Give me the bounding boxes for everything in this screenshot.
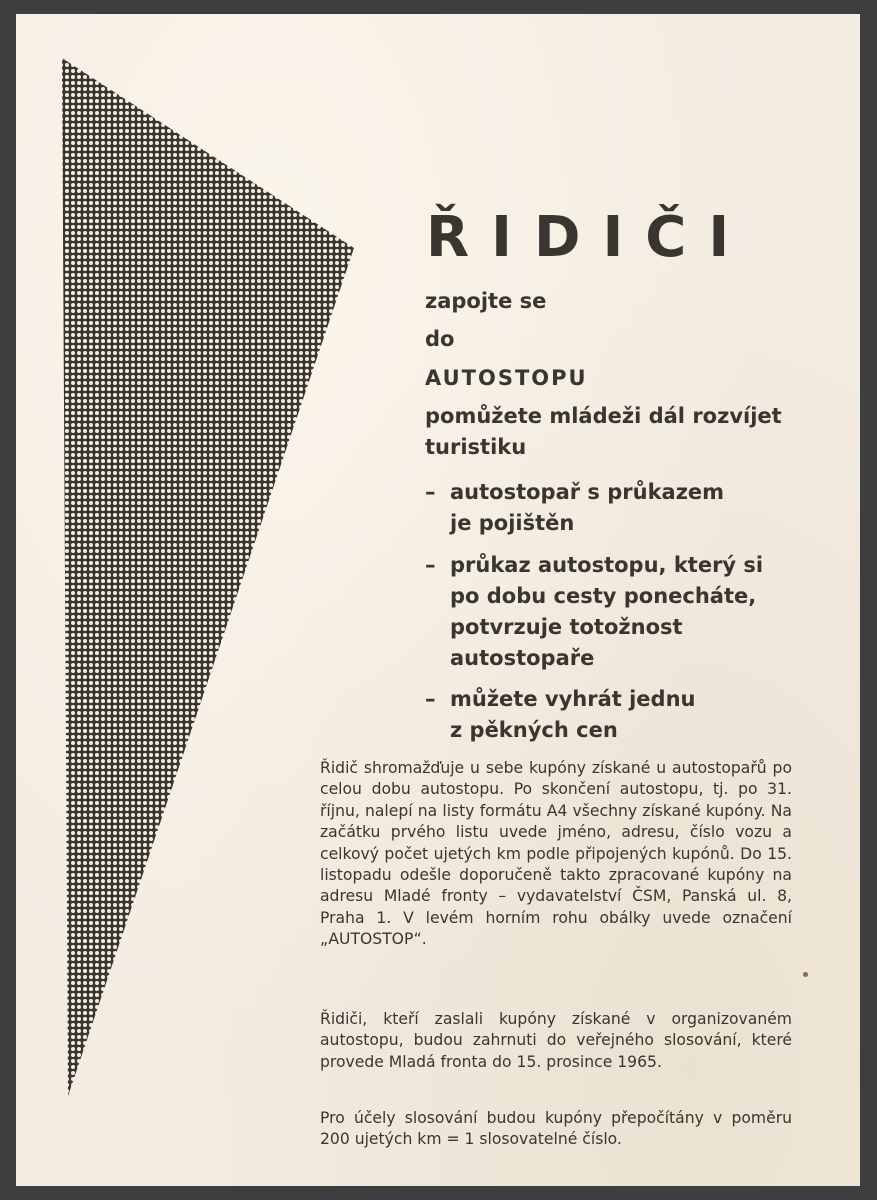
lead-line-2: do (425, 327, 455, 351)
paragraph-lottery: Řidiči, kteří zaslali kupóny získané v organizovaném autostopu, budou zahrnuti do veřejného slosování, které provede Mladá fronta do 15. prosince 1965. (320, 1010, 792, 1071)
paragraph-instructions: Řidič shromažďuje u sebe kupóny získané u autostopařů po celou dobu autostopu. Po skončení autostopu, tj. po 31. říjnu, nalepí na listy formátu A4 všechny získané kupóny. Na začátku prvého listu uvede jméno, adresu, číslo vozu a celkový počet ujetých km podle připojených kupónů. Do 15. listopadu odešle doporučeně takto zpracované kupóny na adresu Mladé fronty – vydavatelství ČSM, Panská ul. 8, Praha 1. V levém horním rohu obálky uvede označení „AUTOSTOP“. (320, 759, 792, 949)
bullet-text: autostopař s průkazem je pojištěn (450, 480, 725, 535)
poster-sheet (16, 14, 860, 1186)
paper-speck (803, 972, 808, 977)
bullet-dash: – (425, 480, 436, 504)
lead-line-5: turistiku (425, 435, 527, 459)
lead-line-4: pomůžete mládeži dál rozvíjet (425, 404, 782, 428)
bullet-text: průkaz autostopu, který si po dobu cesty ponecháte, potvrzuje totožnost autostopaře (450, 553, 764, 670)
lead-line-1: zapojte se (425, 289, 547, 313)
poster-title: ŘIDIČI (426, 205, 752, 270)
paragraph-conversion: Pro účely slosování budou kupóny přepočítány v poměru 200 ujetých km = 1 slosovatelné číslo. (320, 1109, 792, 1149)
bullet-text: můžete vyhrát jednu z pěkných cen (450, 687, 696, 742)
bullet-dash: – (425, 687, 436, 711)
lead-line-3: AUTOSTOPU (425, 366, 588, 390)
bullet-dash: – (425, 553, 436, 577)
